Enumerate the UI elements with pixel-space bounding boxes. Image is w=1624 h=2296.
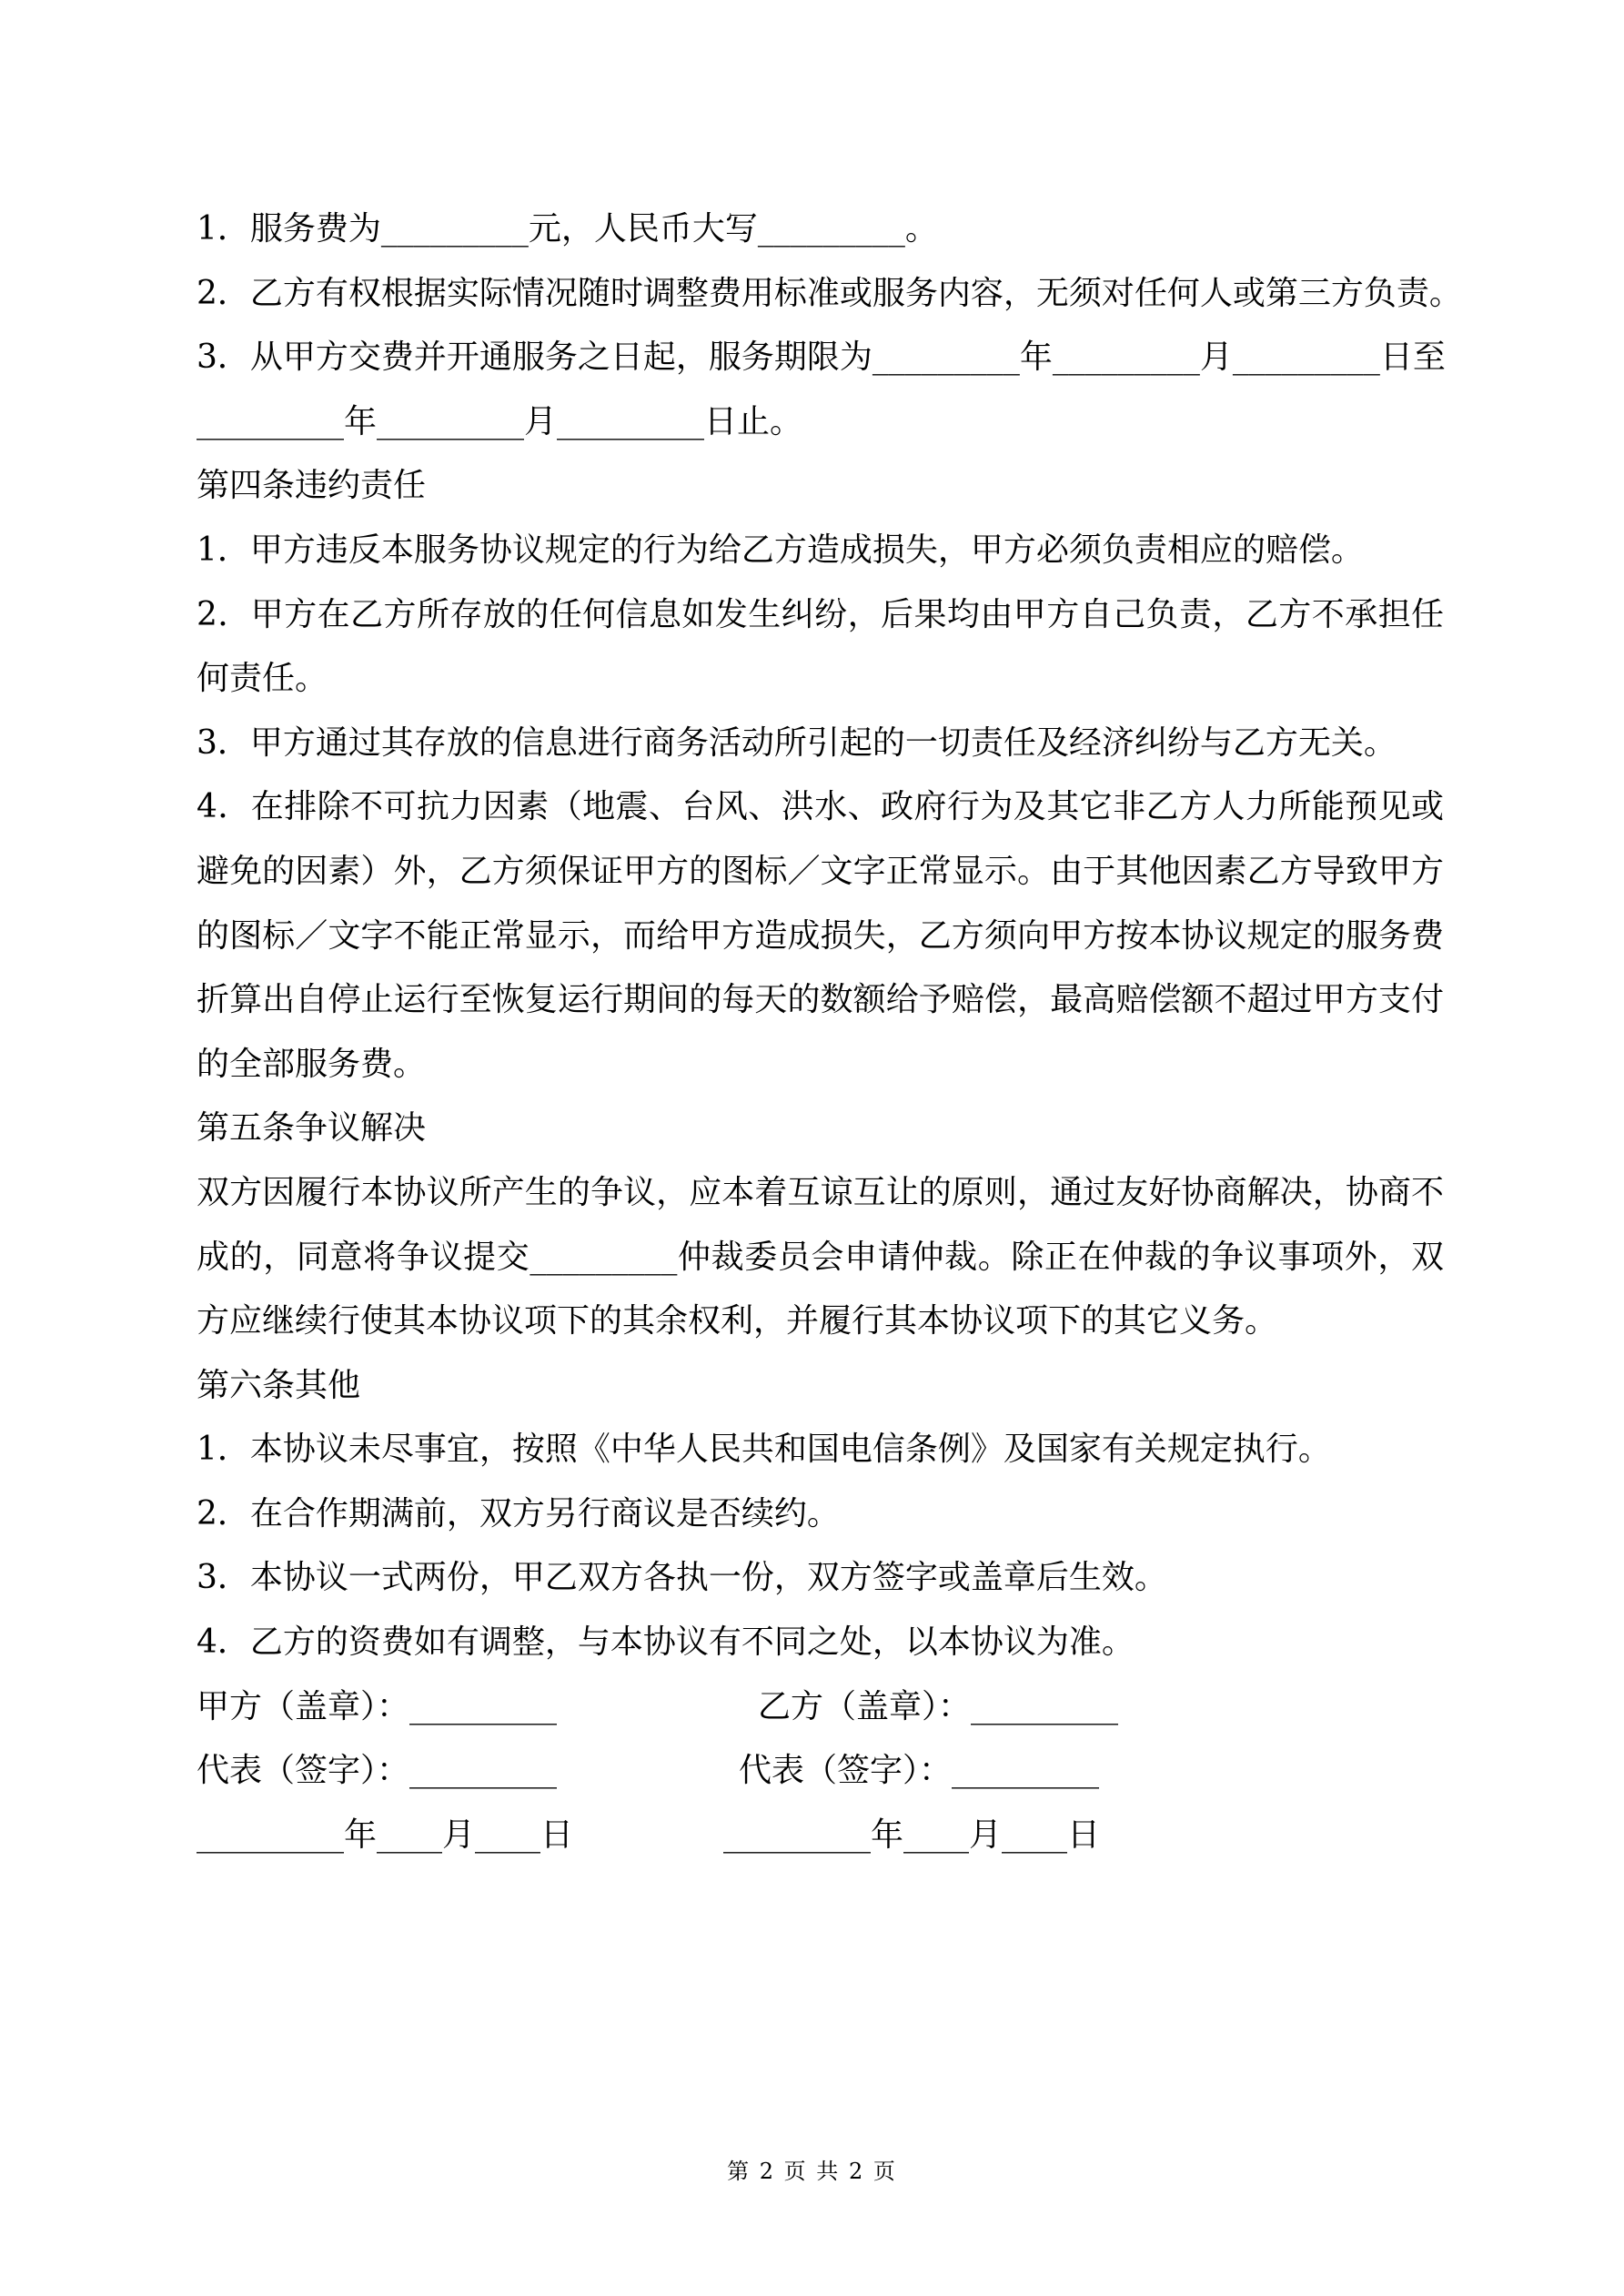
clause-line: 3．从甲方交费并开通服务之日起，服务期限为_________年_________月_________日至: [197, 339, 1446, 377]
clause-line: 2．甲方在乙方所存放的任何信息如发生纠纷，后果均由甲方自己负责，乙方不承担任: [197, 595, 1444, 633]
clause-line: 2．乙方有权根据实际情况随时调整费用标准或服务内容，无须对任何人或第三方负责。: [197, 274, 1462, 312]
clause-line: 的图标／文字不能正常显示，而给甲方造成损失，乙方须向甲方按本协议规定的服务费: [197, 916, 1444, 955]
clause-line: 4．在排除不可抗力因素（地震、台风、洪水、政府行为及其它非乙方人力所能预见或: [197, 788, 1444, 826]
clause-line: 方应继续行使其本协议项下的其余权利，并履行其本协议项下的其它义务。: [197, 1302, 1278, 1340]
document-body: [197, 197, 1462, 1867]
clause-line: 3．本协议一式两份，甲乙双方各执一份，双方签字或盖章后生效。: [197, 1559, 1167, 1597]
clause-line: 的全部服务费。: [197, 1045, 427, 1083]
clause-line: 1．服务费为_________元，人民币大写_________。: [197, 210, 938, 248]
clause-line: 避免的因素）外，乙方须保证甲方的图标／文字正常显示。由于其他因素乙方导致甲方: [197, 852, 1444, 890]
clause-line: 3．甲方通过其存放的信息进行商务活动所引起的一切责任及经济纠纷与乙方无关。: [197, 723, 1397, 762]
clause-line: 1．甲方违反本服务协议规定的行为给乙方造成损失，甲方必须负责相应的赔偿。: [197, 531, 1364, 569]
signature-row: [197, 1739, 1444, 1804]
clause-line: _________年_________月_________日止。: [197, 402, 803, 440]
clause-line: 1．本协议未尽事宜，按照《中华人民共和国电信条例》及国家有关规定执行。: [197, 1431, 1331, 1469]
section-heading: 第四条违约责任: [197, 467, 427, 505]
clause-line: 双方因履行本协议所产生的争议，应本着互谅互让的原则，通过友好协商解决，协商不: [197, 1173, 1444, 1211]
clause-line: 成的，同意将争议提交_________仲裁委员会申请仲裁。除正在仲裁的争议事项外，双: [197, 1238, 1444, 1276]
section-heading: 第六条其他: [197, 1366, 361, 1404]
clause-line: 2．在合作期满前，双方另行商议是否续约。: [197, 1494, 840, 1532]
signature-row: [197, 1804, 1444, 1868]
party-a-representative-field[interactable]: 代表（签字）：_________: [197, 1752, 558, 1790]
clause-line: 折算出自停止运行至恢复运行期间的每天的数额给予赔偿，最高赔偿额不超过甲方支付: [197, 981, 1444, 1019]
clause-line: 何责任。: [197, 660, 328, 698]
page-number: 第 2 页 共 2 页: [727, 2159, 897, 2184]
party-a-seal-field[interactable]: 甲方（盖章）：_________: [197, 1687, 558, 1725]
party-b-date-field[interactable]: _________年____月____日: [723, 1816, 1100, 1854]
signature-row: [197, 1675, 1444, 1740]
section-heading: 第五条争议解决: [197, 1109, 427, 1148]
clause-line: 4．乙方的资费如有调整，与本协议有不同之处，以本协议为准。: [197, 1623, 1135, 1662]
party-a-date-field[interactable]: _________年____月____日: [197, 1816, 573, 1854]
party-b-seal-field[interactable]: 乙方（盖章）：_________: [758, 1687, 1119, 1725]
party-b-representative-field[interactable]: 代表（签字）：_________: [739, 1752, 1100, 1790]
